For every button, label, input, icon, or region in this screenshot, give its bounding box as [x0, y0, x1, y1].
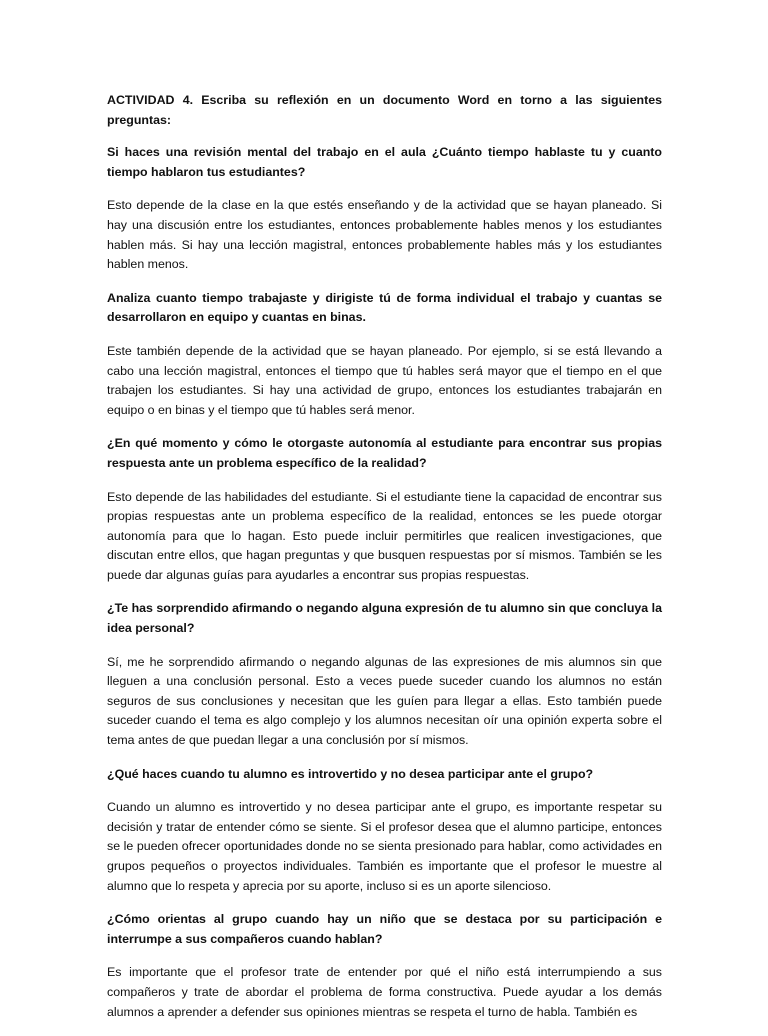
- answer-5: Cuando un alumno es introvertido y no desea participar ante el grupo, es importante respetar su decisión y tratar de entender cómo se siente. Si el profesor desea que el alumno participe, entonces se le pueden ofrecer oportunidades donde no se sienta presionado para hablar, como actividades en grupos pequeños o proyectos individuales. También es importante que el profesor le muestre al alumno que lo respeta y aprecia por su aporte, incluso si es un aporte silencioso.: [107, 800, 662, 893]
- answer-2: Este también depende de la actividad que se hayan planeado. Por ejemplo, si se está llevando a cabo una lección magistral, entonces el tiempo que tú hables será mayor que el tiempo en el que trabajen los estudiantes. Si hay una actividad de grupo, entonces los estudiantes trabajarán en equipo o en binas y el tiempo que tú hables será menor.: [107, 343, 662, 417]
- answer-1: Esto depende de la clase en la que estés enseñando y de la actividad que se hayan planeado. Si hay una discusión entre los estudiantes, entonces probablemente hables menos y los estudiantes hablen más. Si hay una lección magistral, entonces probablemente hables más y los estudiantes hablen menos.: [107, 198, 662, 272]
- answer-3: Esto depende de las habilidades del estudiante. Si el estudiante tiene la capacidad de encontrar sus propias respuestas ante un problema específico de la realidad, entonces se les puede otorgar autonomía para que lo hagan. Esto puede incluir permitirles que realicen investigaciones, que discutan entre ellos, que hagan preguntas y que busquen respuestas por sí mismos. También se les puede dar algunas guías para ayudarles a encontrar sus propias respuestas.: [107, 489, 662, 582]
- question-5: ¿Qué haces cuando tu alumno es introvertido y no desea participar ante el grupo?: [107, 766, 594, 781]
- answer-4: Sí, me he sorprendido afirmando o negando algunas de las expresiones de mis alumnos sin que lleguen a una conclusión personal. Esto a veces puede suceder cuando los alumnos no están seguros de sus conclusiones y necesitan que les guíen para llegar a ellas. Esto también puede suceder cuando el tema es algo complejo y los alumnos necesitan oír una opinión experta sobre el tema antes de que puedan llegar a una conclusión por sí mismos.: [107, 654, 662, 748]
- question-2: Analiza cuanto tiempo trabajaste y dirigiste tú de forma individual el trabajo y cuantas se desarrollaron en equipo y cuantas en binas.: [107, 290, 662, 325]
- activity-heading: ACTIVIDAD 4. Escriba su reflexión en un documento Word en torno a las siguientes preguntas:: [107, 93, 662, 127]
- document-page: [107, 91, 662, 1036]
- question-1: Si haces una revisión mental del trabajo en el aula ¿Cuánto tiempo hablaste tu y cuanto tiempo hablaron tus estudiantes?: [107, 145, 662, 179]
- answer-6: Es importante que el profesor trate de entender por qué el niño está interrumpiendo a sus compañeros y trate de abordar el problema de forma constructiva. Puede ayudar a los demás alumnos a aprender a defender sus opiniones mientras se respeta el turno de habla. También es: [107, 965, 662, 1019]
- question-6: ¿Cómo orientas al grupo cuando hay un niño que se destaca por su participación e interrumpe a sus compañeros cuando hablan?: [107, 912, 662, 946]
- question-3: ¿En qué momento y cómo le otorgaste autonomía al estudiante para encontrar sus propias respuesta ante un problema específico de la realidad?: [107, 436, 662, 470]
- question-4: ¿Te has sorprendido afirmando o negando alguna expresión de tu alumno sin que concluya la idea personal?: [107, 601, 662, 636]
